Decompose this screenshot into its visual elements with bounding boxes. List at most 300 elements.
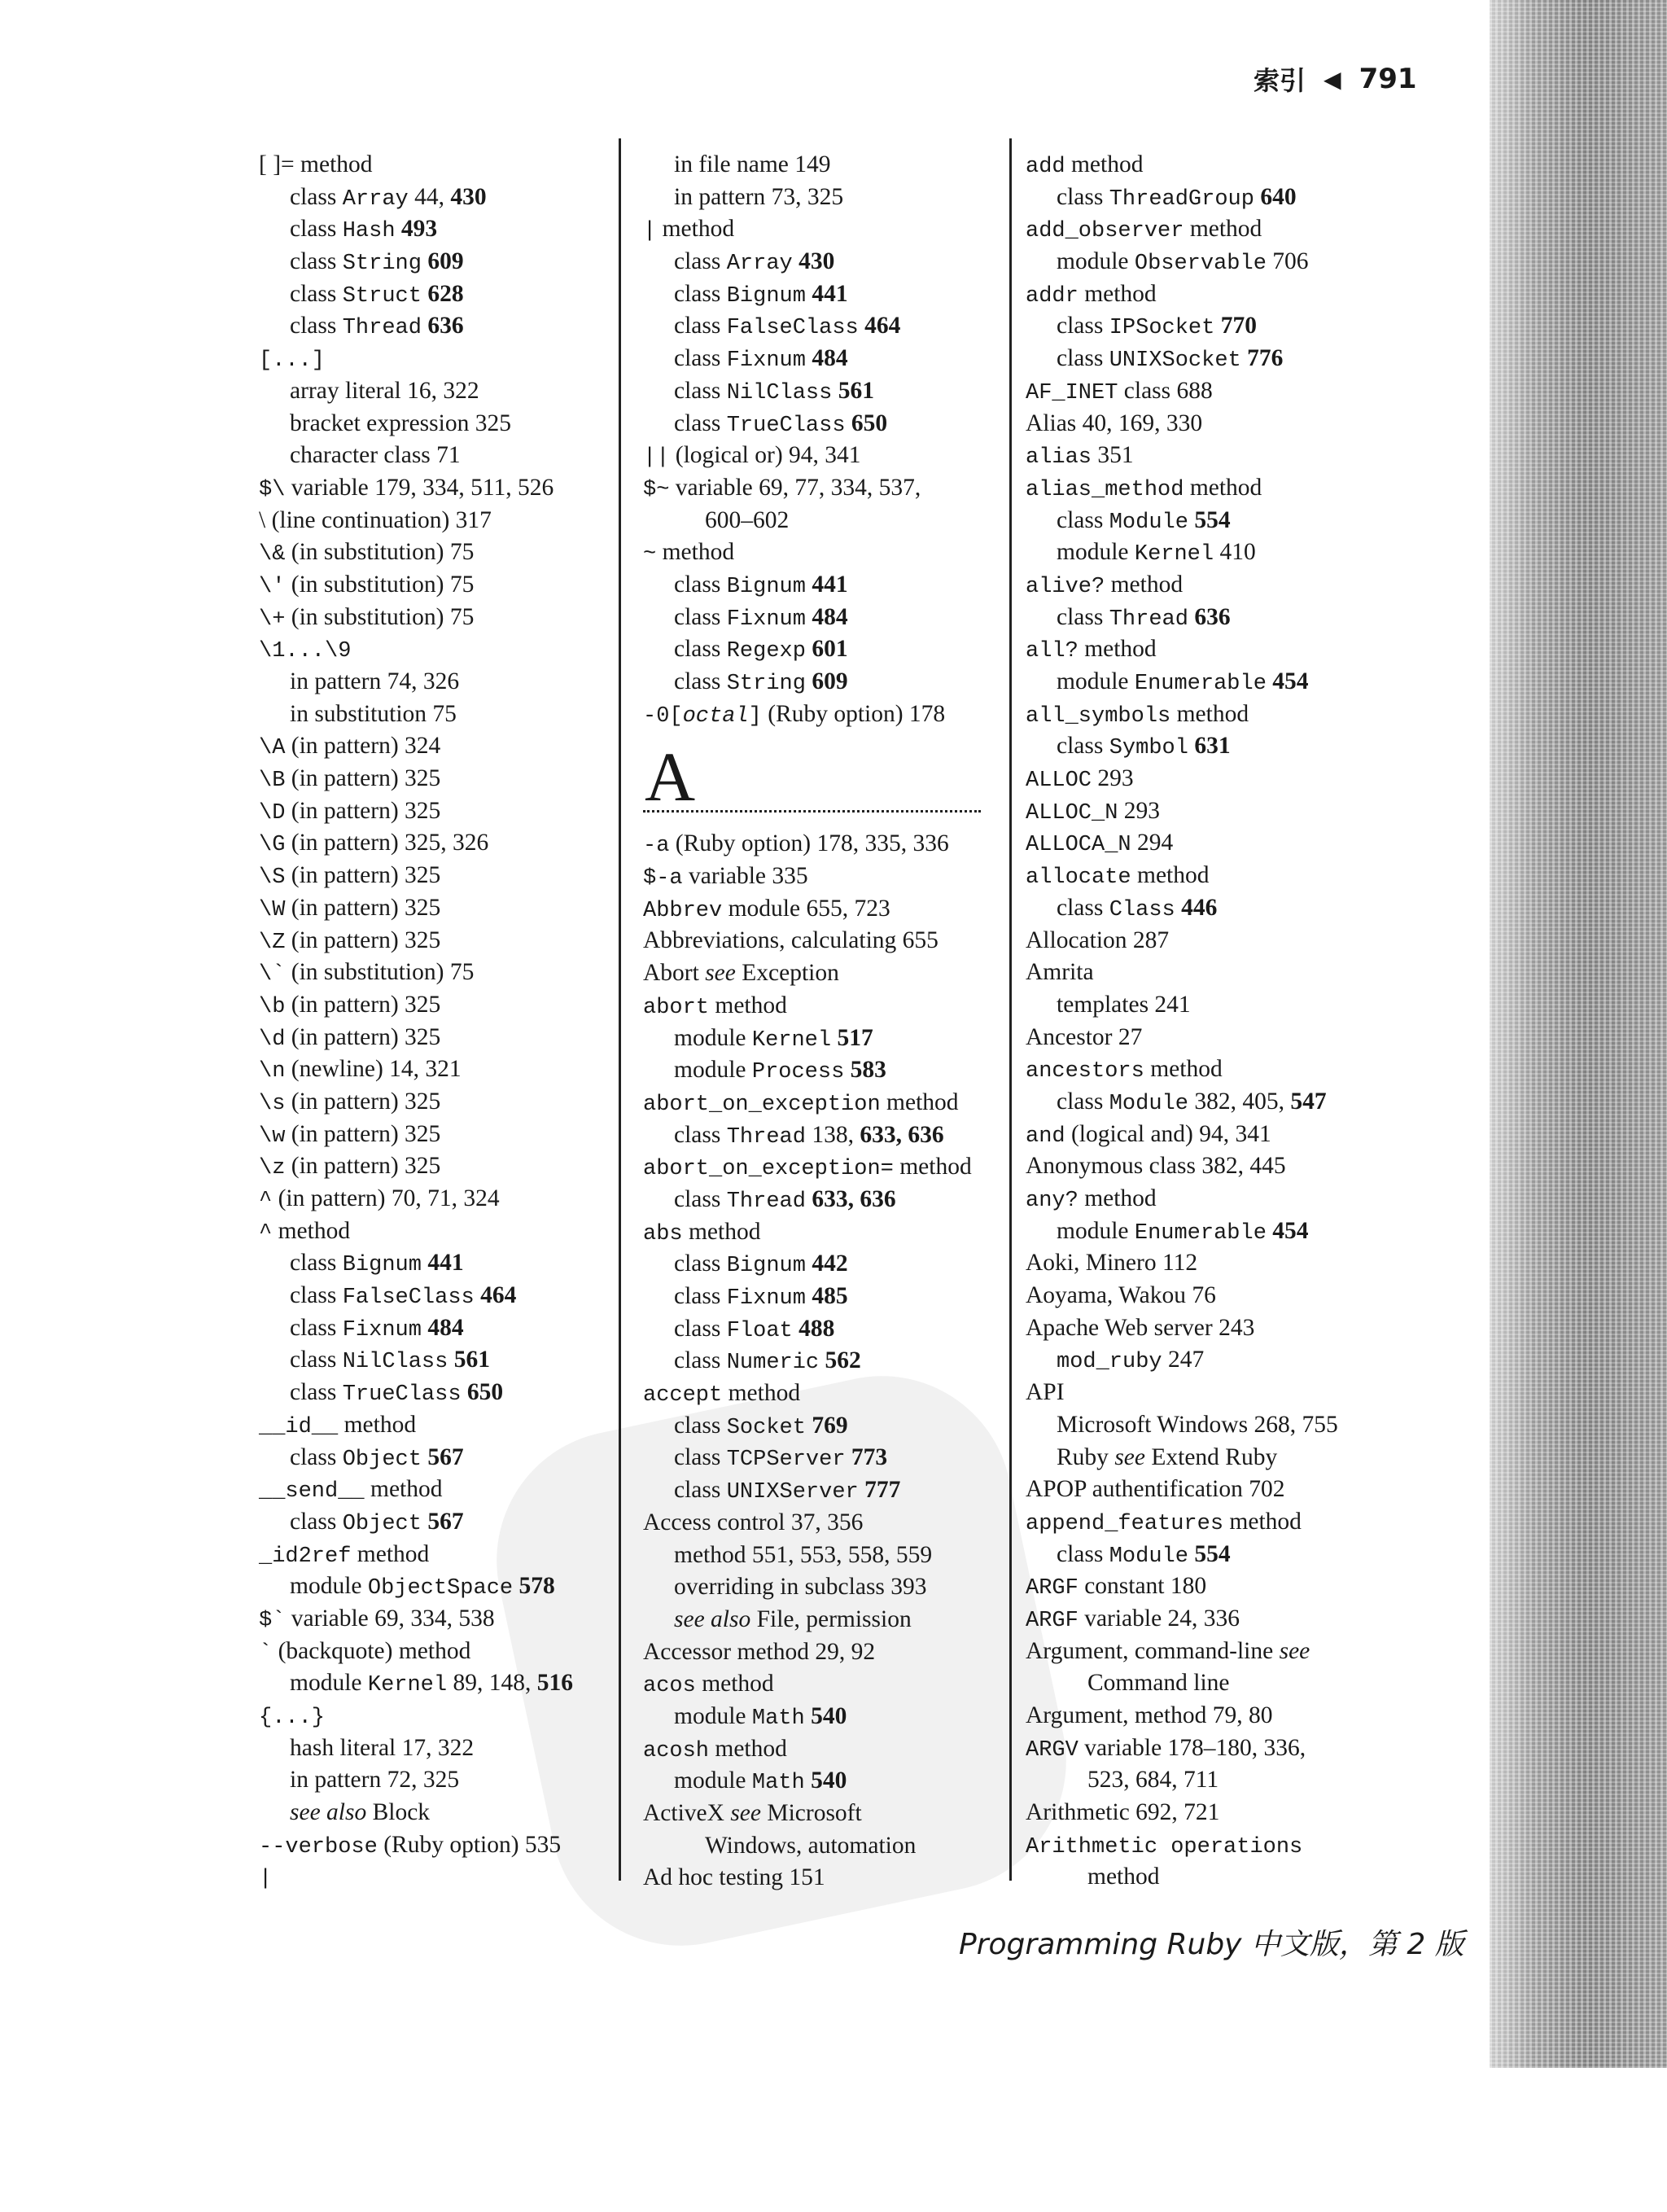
index-column-1 [259,149,573,1894]
entry-text: class [674,1185,727,1212]
entry-text [805,1703,811,1729]
entry-text: Bignum [726,1254,806,1279]
entry-text: 493 [400,216,438,243]
entry-text: ALLOC [1026,769,1092,794]
entry-text: method [1105,571,1184,598]
entry-text: Module [1109,510,1188,535]
entry-text: Argument, method 79, 80 [1026,1702,1273,1728]
entry-text: class [674,1477,727,1504]
entry-text: hash literal 17, 322 [290,1734,475,1761]
index-entry [643,990,972,1023]
index-entry [643,1216,972,1249]
entry-text: Enumerable [1134,672,1267,696]
index-subentry [643,1442,972,1474]
entry-text: addr [1026,283,1079,309]
entry-text: method [880,1088,959,1115]
entry-text: ` [259,1640,273,1666]
index-subentry [259,1667,573,1700]
index-entry [1026,149,1338,182]
index-entry [259,1409,573,1442]
entry-text: append_features [1026,1511,1224,1536]
index-entry [1026,1053,1338,1086]
entry-text: \D [259,800,286,826]
entry-text: 636 [427,313,464,339]
entry-text: [...] [259,348,326,374]
index-subentry [643,375,972,408]
entry-text: 650 [466,1379,504,1406]
index-entry [259,1150,573,1183]
entry-text: 633, 636 [860,1121,944,1148]
entry-text: [ ]= method [259,151,373,177]
entry-text: templates 241 [1057,991,1191,1018]
entry-text: class [674,1283,727,1309]
entry-text: Aoki, Minero 112 [1026,1250,1198,1277]
entry-text: ARGF [1026,1608,1079,1633]
entry-text: 484 [427,1314,464,1341]
entry-text: $-a [643,866,683,891]
entry-text: String [726,672,806,696]
entry-text: method [1087,1864,1160,1890]
entry-text: \s [259,1091,286,1116]
entry-text: Exception [735,960,839,987]
index-entry [1026,1700,1338,1732]
entry-text: \Z [259,930,286,955]
index-subentry [259,213,573,246]
index-entry [259,860,573,892]
index-entry [259,1474,573,1506]
entry-text: class [674,1121,727,1148]
entry-text: \b [259,994,286,1019]
index-subentry [1026,1667,1338,1700]
entry-text: Arithmetic 692, 721 [1026,1799,1220,1826]
index-subentry [1026,989,1338,1022]
entry-text: abort [643,995,710,1020]
entry-text: Hash [342,219,396,244]
entry-text [805,1767,811,1794]
entry-text: method [709,992,787,1018]
entry-text: 138, [805,1121,860,1148]
entry-text: Math [751,1771,805,1796]
entry-text: variable 335 [682,863,808,890]
index-subentry [643,1765,972,1798]
index-subentry [643,1345,972,1378]
index-entry [643,893,972,926]
index-entry [643,1862,972,1894]
entry-text [819,1347,825,1373]
entry-text: class [674,636,727,663]
entry-text: add [1026,155,1065,179]
entry-text: (in pattern) 325 [285,1153,441,1180]
entry-text: Ruby [1057,1443,1115,1470]
entry-text: Kernel [367,1673,448,1698]
entry-text: and [1026,1124,1065,1149]
entry-text: (in pattern) 325 [285,797,441,824]
entry-text: 547 [1290,1088,1327,1115]
entry-text: ALLOCA_N [1026,833,1131,858]
index-entry [643,861,972,893]
index-entry [259,989,573,1022]
entry-text: class [1057,345,1109,372]
entry-text: 441 [812,571,848,598]
section-letter: A [645,738,696,817]
entry-text: 488 [798,1315,835,1342]
entry-text: \W [259,897,286,922]
index-subentry [643,408,972,440]
index-entry [259,1539,573,1571]
entry-text: 554 [1194,506,1231,533]
entry-text: 293 [1118,797,1161,824]
entry-text: class [290,1314,343,1341]
entry-text: _id2ref [259,1544,352,1569]
index-subentry [643,1701,972,1733]
index-entry [1026,1119,1338,1151]
index-subentry [259,1344,573,1377]
entry-text: Aoyama, Wakou 76 [1026,1282,1216,1309]
index-entry [1026,1183,1338,1216]
entry-text: see also [290,1799,367,1826]
entry-text: character class 71 [290,442,461,469]
index-subentry [259,699,573,731]
index-entry [259,1636,573,1668]
entry-text: method [364,1476,443,1503]
entry-text: class [674,345,727,372]
index-subentry [1026,1539,1338,1571]
entry-text: Object [342,1511,422,1536]
entry-text: method [1184,474,1262,501]
entry-text [396,216,401,242]
index-subentry [643,602,972,634]
entry-text: all_symbols [1026,703,1171,729]
entry-text [844,1057,850,1083]
entry-text: Ancestor 27 [1026,1023,1143,1050]
entry-text: {...} [259,1706,326,1730]
index-entry [643,213,972,246]
index-entry [1026,1280,1338,1312]
entry-text: Extend Ruby [1144,1443,1278,1470]
entry-text: 583 [850,1057,886,1084]
entry-text: method [656,216,735,243]
entry-text: class [1057,894,1109,921]
index-subentry [643,633,972,666]
entry-text: 777 [864,1477,901,1504]
index-entry [259,343,573,375]
entry-text: \' [259,574,286,599]
entry-text: 650 [851,410,888,436]
entry-text: (logical or) 94, 341 [669,442,861,469]
index-entry [259,505,573,537]
index-subentry [643,1248,972,1281]
index-subentry [1026,310,1338,343]
index-entry [1026,1506,1338,1539]
entry-text: Bignum [726,574,806,599]
entry-text: __send__ [259,1479,365,1505]
index-entry [1026,1150,1338,1183]
entry-text: \B [259,769,286,794]
entry-text: mod_ruby [1057,1350,1162,1375]
index-entry [643,699,972,731]
index-entry [1026,1732,1338,1765]
entry-text: abs [643,1221,683,1246]
entry-text: in pattern 73, 325 [674,183,844,210]
entry-text: method [893,1154,972,1180]
entry-text: class [674,1444,727,1471]
index-entry [1026,1636,1338,1668]
index-entry [259,827,573,860]
entry-text: \& [259,542,286,567]
entry-text [846,410,851,436]
entry-text: 294 [1131,830,1174,856]
index-entry [643,1507,972,1540]
entry-text: method [338,1411,417,1438]
index-entry [643,1733,972,1766]
index-subentry [1026,1764,1338,1797]
entry-text: (in substitution) 75 [285,539,475,566]
index-subentry [1026,1861,1338,1894]
index-subentry [1026,537,1338,569]
section-letter-heading [643,730,972,828]
entry-text: --verbose [259,1834,378,1859]
entry-text: 454 [1272,668,1309,694]
entry-text: Abbreviations, calculating 655 [643,927,939,954]
entry-text: module [1057,1217,1135,1244]
column-divider [619,138,621,1881]
entry-text: (Ruby option) 535 [377,1831,562,1858]
index-entry [643,828,972,861]
index-subentry [259,1247,573,1280]
entry-text: Kernel [751,1027,832,1053]
index-entry [1026,472,1338,505]
entry-text: 454 [1272,1217,1309,1244]
entry-text: 247 [1162,1347,1205,1373]
entry-text: method 551, 553, 558, 559 [674,1541,933,1568]
entry-text [846,1444,851,1470]
entry-text: all? [1026,639,1079,664]
index-subentry [643,1540,972,1572]
entry-text: Module [1109,1544,1188,1569]
entry-text: TrueClass [726,413,846,438]
index-subentry [259,1377,573,1409]
entry-text: 351 [1092,442,1134,469]
index-entry [643,1668,972,1701]
entry-text: Abbrev [643,898,723,923]
page-header [1254,59,1417,99]
entry-text: (in pattern) 325 [285,862,441,889]
section-underline [643,810,981,813]
entry-text: class [290,1250,343,1277]
entry-text: in pattern 72, 325 [290,1767,460,1794]
entry-text [793,248,798,274]
index-entry [259,1053,573,1086]
entry-text: 485 [812,1283,848,1309]
entry-text: (in pattern) 325 [285,991,441,1018]
entry-text: \n [259,1059,286,1084]
entry-text: Fixnum [726,607,806,632]
entry-text: 600–602 [705,506,790,533]
entry-text: variable 179, 334, 511, 526 [285,474,554,501]
entry-text: 430 [450,183,487,210]
entry-text: Microsoft [760,1800,862,1826]
entry-text: module 655, 723 [722,895,890,922]
entry-text: Object [342,1447,422,1472]
index-subentry [259,1570,573,1603]
entry-text: class [290,1379,343,1406]
entry-text: 293 [1092,765,1134,792]
index-subentry [643,1023,972,1055]
entry-text: variable 24, 336 [1078,1605,1240,1632]
entry-text: ObjectSpace [367,1576,514,1601]
entry-text: 561 [838,377,874,404]
index-subentry [1026,730,1338,763]
entry-text: (in pattern) 70, 71, 324 [272,1185,500,1211]
entry-text: Thread [726,1189,806,1214]
entry-text: ALLOC_N [1026,800,1118,826]
entry-text: Class [1109,897,1175,922]
index-entry [1026,1797,1338,1829]
section-label: 索引 [1254,65,1306,96]
entry-text: see [705,960,736,987]
index-entry [1026,408,1338,440]
entry-text: Array [726,252,793,277]
index-entry [1026,795,1338,828]
entry-text: (in substitution) 75 [285,959,475,986]
entry-text: method [272,1217,351,1244]
index-subentry [643,1410,972,1443]
entry-text: 769 [812,1412,848,1439]
entry-text: 640 [1260,183,1297,210]
entry-text: see [1279,1637,1310,1664]
entry-text: Anonymous class 382, 445 [1026,1153,1286,1180]
entry-text: Thread [726,1124,806,1150]
entry-text: class [1057,1540,1109,1567]
index-entry [1026,1377,1338,1409]
entry-text: Argument, command-line [1026,1637,1280,1664]
entry-text: module [674,1767,752,1794]
index-subentry [259,182,573,214]
index-subentry [1026,246,1338,278]
entry-text: 561 [453,1347,490,1373]
entry-text: 567 [427,1508,464,1535]
index-entry [643,1087,972,1119]
entry-text: method [1131,862,1210,889]
index-subentry [1026,666,1338,699]
entry-text: see [1114,1443,1145,1470]
entry-text: (in pattern) 325 [285,1088,441,1115]
entry-text: method [656,539,735,566]
index-entry [259,730,573,763]
entry-text: FalseClass [342,1286,475,1311]
index-subentry [259,1312,573,1345]
index-entry [1026,1312,1338,1345]
entry-text: abort_on_exception= [643,1157,894,1182]
entry-text: class [290,313,343,339]
index-entry [259,892,573,925]
entry-text: || [643,445,670,471]
entry-text: Kernel [1134,542,1214,567]
entry-text: in pattern 74, 326 [290,668,460,694]
entry-text: 441 [427,1250,464,1277]
index-entry [643,957,972,990]
index-subentry [643,1054,972,1087]
entry-text: String [342,252,422,277]
entry-text: FalseClass [726,316,859,341]
entry-text: Alias 40, 169, 330 [1026,410,1203,436]
index-subentry [259,440,573,472]
entry-text: Array [342,186,409,212]
entry-text: module [290,1670,368,1697]
entry-text: Thread [1109,607,1188,632]
index-subentry [643,343,972,375]
entry-text: method [682,1218,761,1245]
index-entry [1026,1603,1338,1636]
entry-text: NilClass [342,1350,448,1375]
index-entry [259,537,573,569]
entry-text: 430 [798,248,835,275]
entry-text: 382, 405, [1188,1088,1291,1115]
entry-text: 484 [812,603,848,630]
entry-text: method [1223,1508,1302,1535]
entry-text: Thread [342,316,422,341]
page-number: 791 [1359,63,1417,95]
entry-text: (Ruby option) 178, 335, 336 [669,830,949,857]
entry-text: class [290,280,343,307]
index-entry [1026,278,1338,311]
entry-text: class 688 [1118,377,1213,404]
entry-text: 601 [812,636,848,663]
entry-text: (in pattern) 325 [285,894,441,921]
entry-text: module [674,1702,752,1729]
entry-text: Command line [1087,1670,1230,1697]
index-subentry [643,149,972,182]
entry-text: (Ruby option) 178 [761,700,946,727]
book-title-footer: Programming Ruby 中文版，第 2 版 [959,1928,1464,1961]
entry-text: 578 [518,1573,555,1600]
index-subentry [259,1732,573,1765]
index-entry [259,149,573,182]
index-entry [1026,925,1338,957]
entry-text: IPSocket [1109,316,1215,341]
entry-text: 442 [812,1251,848,1277]
entry-text: (in substitution) 75 [285,603,475,630]
entry-text: __id__ [259,1414,339,1439]
index-subentry [259,1280,573,1312]
entry-text: 567 [427,1443,464,1470]
entry-text [462,1379,467,1405]
index-column-3 [1026,149,1338,1894]
entry-text: UNIXSocket [1109,348,1241,374]
entry-text: octal [682,703,749,729]
entry-text: class [290,216,343,243]
index-subentry [1026,182,1338,214]
entry-text: | [259,1867,273,1892]
entry-text: method [1144,1056,1223,1083]
entry-text: Fixnum [726,348,806,374]
entry-text: (in pattern) 325 [285,1023,441,1050]
index-subentry [643,569,972,602]
entry-text: 631 [1194,733,1231,760]
entry-text: Bignum [342,1253,422,1278]
entry-text: File, permission [750,1605,912,1632]
index-subentry [259,246,573,278]
index-entry [1026,375,1338,408]
entry-text: class [674,313,727,339]
entry-text: (in substitution) 75 [285,571,475,598]
entry-text: (logical and) 94, 341 [1065,1120,1271,1147]
entry-text: class [674,603,727,630]
entry-text: method [695,1671,774,1697]
entry-text: $` [259,1608,286,1633]
entry-text: \S [259,865,286,891]
entry-text: Symbol [1109,736,1188,761]
